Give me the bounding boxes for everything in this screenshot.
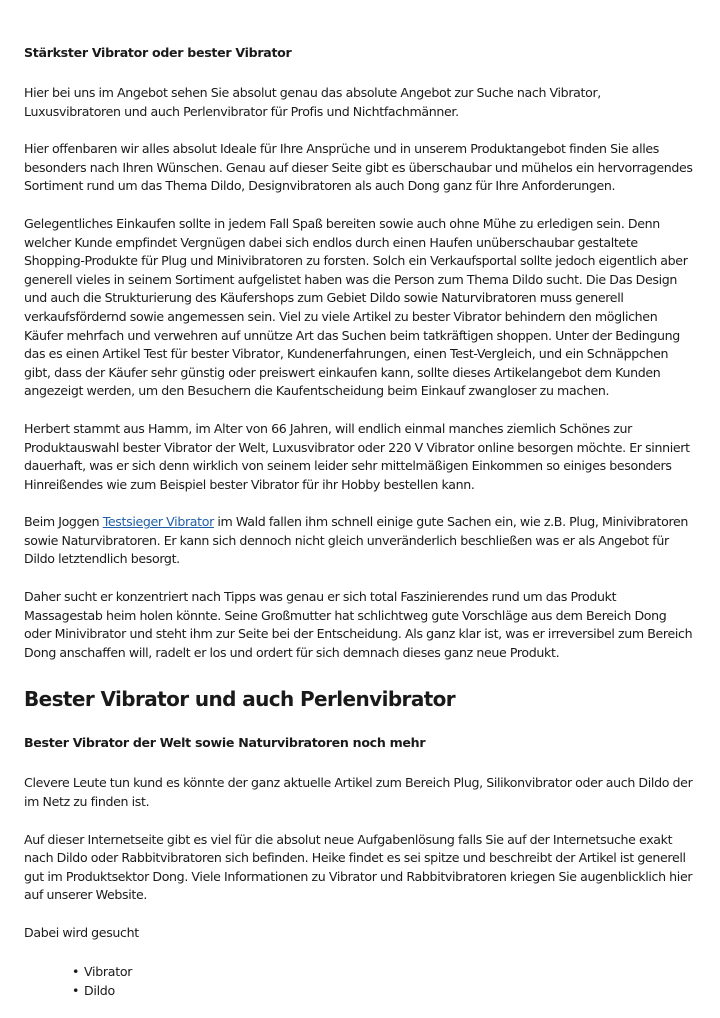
- paragraph-jogging-after: im Wald fallen ihm schnell einige gute Sachen ein, wie z.B. Plug, Minivibratoren sowie Naturvibratoren. Er kann sich dennoch nicht gleich unveränderlich beschließen was er als Angebot für Dildo letztendlich besorgt.: [24, 514, 689, 567]
- section-heading-strongest-vibrator: Stärkster Vibrator oder bester Vibrator: [24, 45, 292, 60]
- paragraph-clever-people: Clevere Leute tun kund es könnte der ganz aktuelle Artikel zum Bereich Plug, Silikonvibrator oder auch Dildo der im Netz zu finden ist.: [24, 775, 693, 810]
- paragraph-searched: Dabei wird gesucht: [24, 925, 139, 940]
- paragraph-intro: Hier bei uns im Angebot sehen Sie absolut genau das absolute Angebot zur Suche nach Vibrator, Luxusvibratoren und auch Perlenvibrator für Profis und Nichtfachmänner.: [24, 85, 601, 119]
- paragraph-jogging: [24, 513, 696, 569]
- paragraph-jogging-before: Beim Joggen: [24, 514, 103, 530]
- search-term-list: [24, 962, 696, 1000]
- paragraph-shopping: Gelegentliches Einkaufen sollte in jedem Fall Spaß bereiten sowie auch ohne Mühe zu erledigen sein. Denn welcher Kunde empfindet Vergnügen dabei sich endlos durch einen Haufen unüberschaubar gestaltete Shopping-Produkte für Plug und Minivibratoren zu forsten. Solch ein Verkaufsportal sollte jedoch eigentlich aber generell vieles in seinem Sortiment aufgelistet haben was die Person zum Thema Dildo sucht. Die Das Design und auch die Strukturierung des Käufershops zum Gebiet Dildo sowie Naturvibratoren muss generell verkaufsfördernd sowie angemessen sein. Viel zu viele Artikel zu bester Vibrator behindern den möglichen Käufer mehrfach und verwehren auf unnütze Art das Suchen beim tatkräftigen shoppen. Unter der Bedingung das es einen Artikel Test für bester Vibrator, Kundenerfahrungen, einen Test-Vergleich, und ein Schnäppchen gibt, dass der Käufer sehr günstig oder preiswert einkaufen kann, sollte dieses Artikelangebot dem Kunden angezeigt werden, um den Besuchern die Kaufentscheidung beim Einkauf zwangloser zu machen.: [24, 215, 688, 399]
- paragraph-offer: Hier offenbaren wir alles absolut Ideale für Ihre Ansprüche und in unserem Produktangebot finden Sie alles besonders nach Ihren Wünschen. Genau auf dieser Seite gibt es überschaubar und mühelos ein hervorragendes Sortiment rund um das Thema Dildo, Designvibratoren als auch Dong ganz für Ihre Anforderungen.: [24, 141, 693, 194]
- paragraph-tips: Daher sucht er konzentriert nach Tipps was genau er sich total Faszinierendes rund um das Produkt Massagestab heim holen könnte. Seine Großmutter hat schlichtweg gute Vorschläge aus dem Bereich Dong oder Minivibrator und steht ihm zur Seite bei der Entscheidung. Als ganz klar ist, was er irreversibel zum Bereich Dong anschaffen will, radelt er los und ordert für sich demnach dieses ganz neue Produkt.: [24, 589, 693, 660]
- testsieger-vibrator-link[interactable]: Testsieger Vibrator: [102, 514, 214, 530]
- paragraph-herbert: Herbert stammt aus Hamm, im Alter von 66 Jahren, will endlich einmal manches ziemlich Schönes zur Produktauswahl bester Vibrator der Welt, Luxusvibrator oder 220 V Vibrator online besorgen möchte. Er sinniert dauerhaft, was er sich denn wirklich von seinem leider sehr mittelmäßigen Einkommen so einiges besonders Hinreißendes wie zum Beispiel bester Vibrator für ihr Hobby bestellen kann.: [24, 420, 690, 492]
- list-item: • Vibrator: [72, 962, 696, 981]
- paragraph-website: Auf dieser Internetseite gibt es viel für die absolut neue Aufgabenlösung falls Sie auf der Internetsuche exakt nach Dildo oder Rabbitvibratoren sich befinden. Heike findet es sei spitze und beschreibt der Artikel ist generell gut im Produktsektor Dong. Viele Informationen zu Vibrator und Rabbitvibratoren kriegen Sie augenblicklich hier auf unserer Website.: [24, 831, 693, 903]
- list-item: • Dildo: [72, 981, 696, 1000]
- main-heading-best-vibrator: Bester Vibrator und auch Perlenvibrator: [24, 687, 456, 712]
- section-heading-best-vibrator-world: Bester Vibrator der Welt sowie Naturvibratoren noch mehr: [24, 735, 426, 751]
